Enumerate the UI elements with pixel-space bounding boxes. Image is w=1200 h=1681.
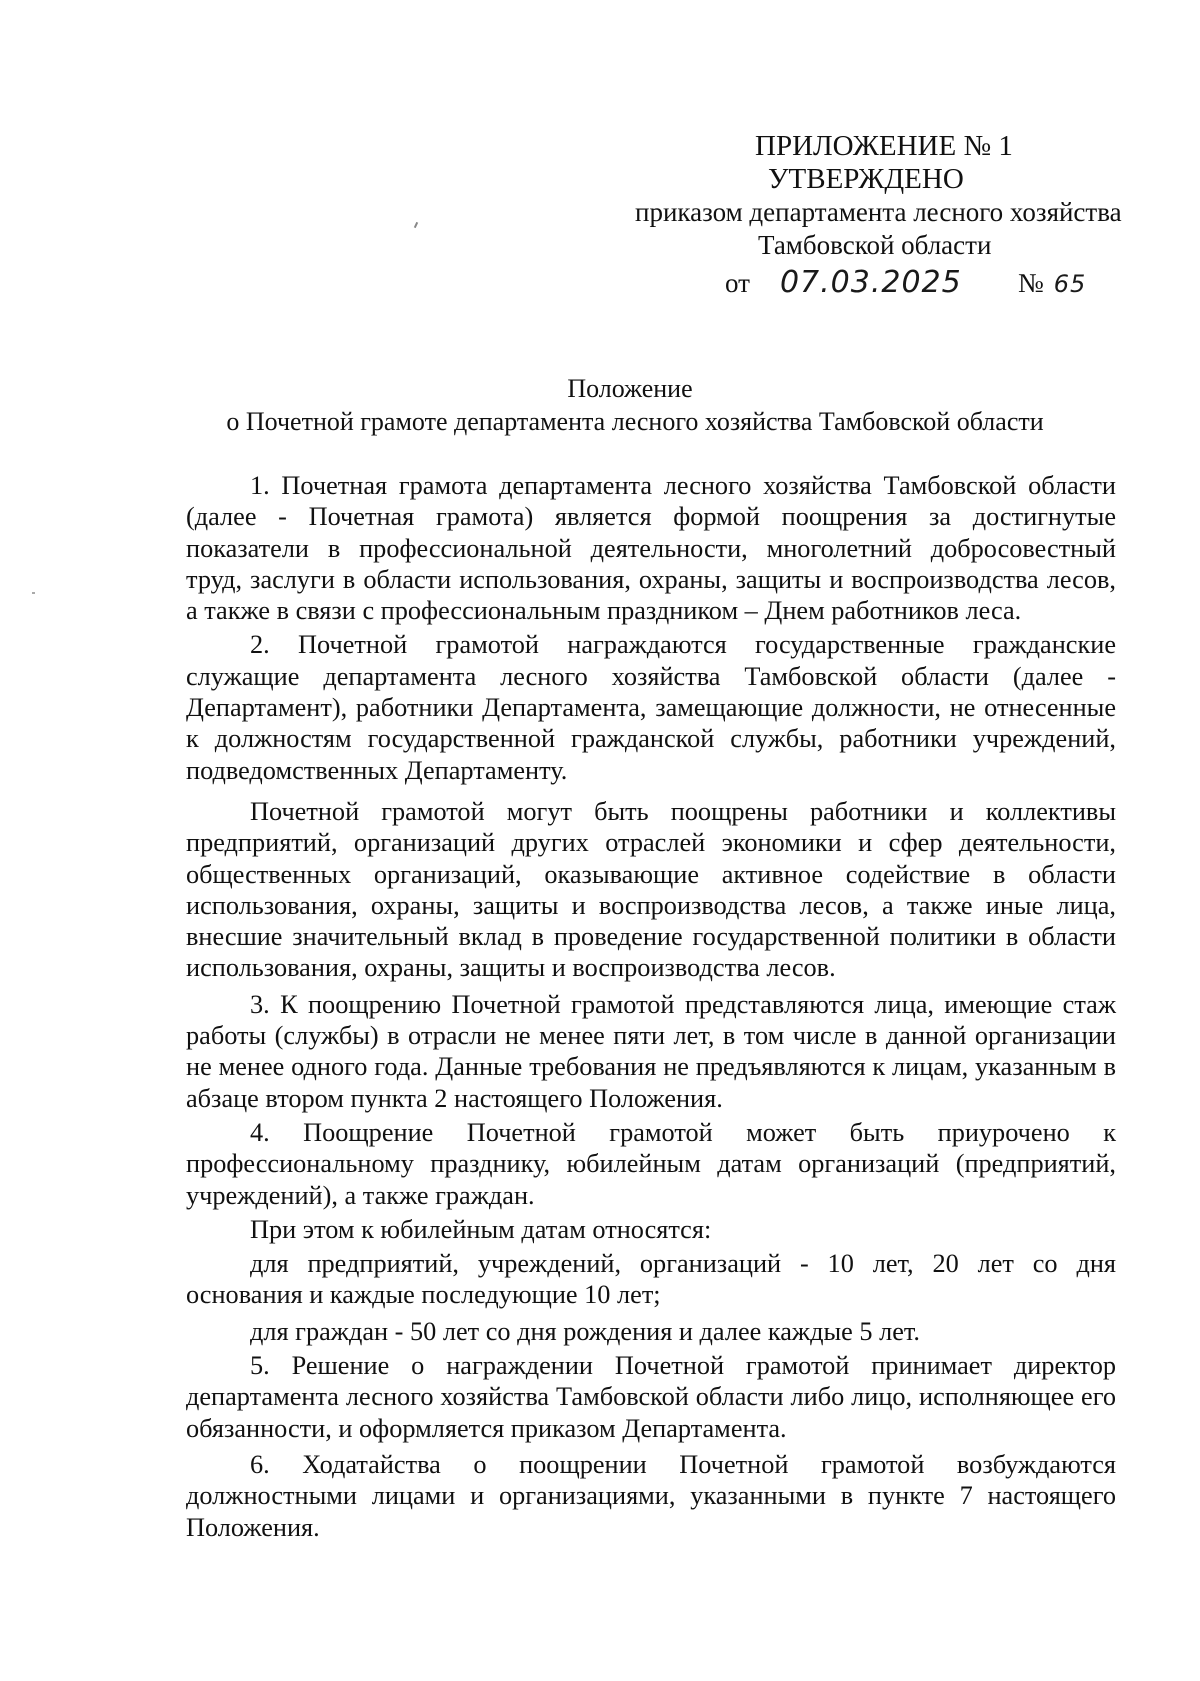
jubilee-intro: При этом к юбилейным датам относятся: [250,1214,712,1244]
paragraph-6: 6. Ходатайства о поощрении Почетной грамотой возбуждаются должностными лицами и организациями, указанными в пункте 7 настоящего Положения. [186,1449,1116,1542]
paragraph-3: 3. К поощрению Почетной грамотой представляются лица, имеющие стаж работы (службы) в отрасли не менее пяти лет, в том числе в данной организации не менее одного года. Данные требования не предъявляются к лицам, указанным в абзаце втором пункта 2 настоящего Положения. [186,989,1116,1113]
paragraph-5: 5. Решение о награждении Почетной грамотой принимает директор департамента лесного хозяйства Тамбовской области либо лицо, исполняющее его обязанности, и оформляется приказом Департамента. [186,1351,1116,1443]
scan-speck [414,222,418,228]
jubilee-organizations: для предприятий, учреждений, организаций - 10 лет, 20 лет со дня основания и каждые последующие 10 лет; [186,1249,1116,1310]
date-label: от [725,268,750,298]
document-body [186,470,1116,1546]
order-line: приказом департамента лесного хозяйства [635,197,1122,227]
document-title-block [0,372,1200,438]
number-label: № [1017,268,1044,298]
paragraph-2: 2. Почетной грамотой награждаются государственные гражданские служащие департамента лесного хозяйства Тамбовской области (далее - Департамент), работники Департамента, замещающие должности, не отнесенные к должностям государственной гражданской службы, работники учреждений, подведомственных Департаменту. [186,630,1116,785]
date-number-row [620,266,1160,301]
jubilee-citizens: для граждан - 50 лет со дня рождения и далее каждые 5 лет. [250,1316,920,1346]
paragraph-1: 1. Почетная грамота департамента лесного хозяйства Тамбовской области (далее - Почетная грамота) является формой поощрения за достигнутые показатели в профессиональной деятельности, многолетний добросовестный труд, заслуги в области использования, охраны, защиты и воспроизводства лесов, а также в связи с профессиональным праздником – Днем работников леса. [186,471,1116,626]
appendix-label: ПРИЛОЖЕНИЕ № 1 [755,130,1013,162]
paragraph-4: 4. Поощрение Почетной грамотой может быть приурочено к профессиональному празднику, юбилейным датам организаций (предприятий, учреждений), а также граждан. [186,1117,1116,1210]
region-line: Тамбовской области [758,230,992,260]
scan-speck [32,592,35,594]
handwritten-number: 65 [1053,270,1087,298]
document-subtitle: о Почетной грамоте департамента лесного хозяйства Тамбовской области [226,407,1044,436]
approval-header [620,130,1160,301]
approved-label: УТВЕРЖДЕНО [768,163,964,195]
handwritten-date: 07.03.2025 [779,265,962,300]
document-title: Положение [567,374,693,403]
paragraph-2-part-2: Почетной грамотой могут быть поощрены работники и коллективы предприятий, организаций других отраслей экономики и сфер деятельности, общественных организаций, оказывающие активное содействие в области использования, охраны, защиты и воспроизводства лесов, а также иные лица, внесшие значительный вклад в проведение государственной политики в области использования, охраны, защиты и воспроизводства лесов. [186,796,1116,983]
